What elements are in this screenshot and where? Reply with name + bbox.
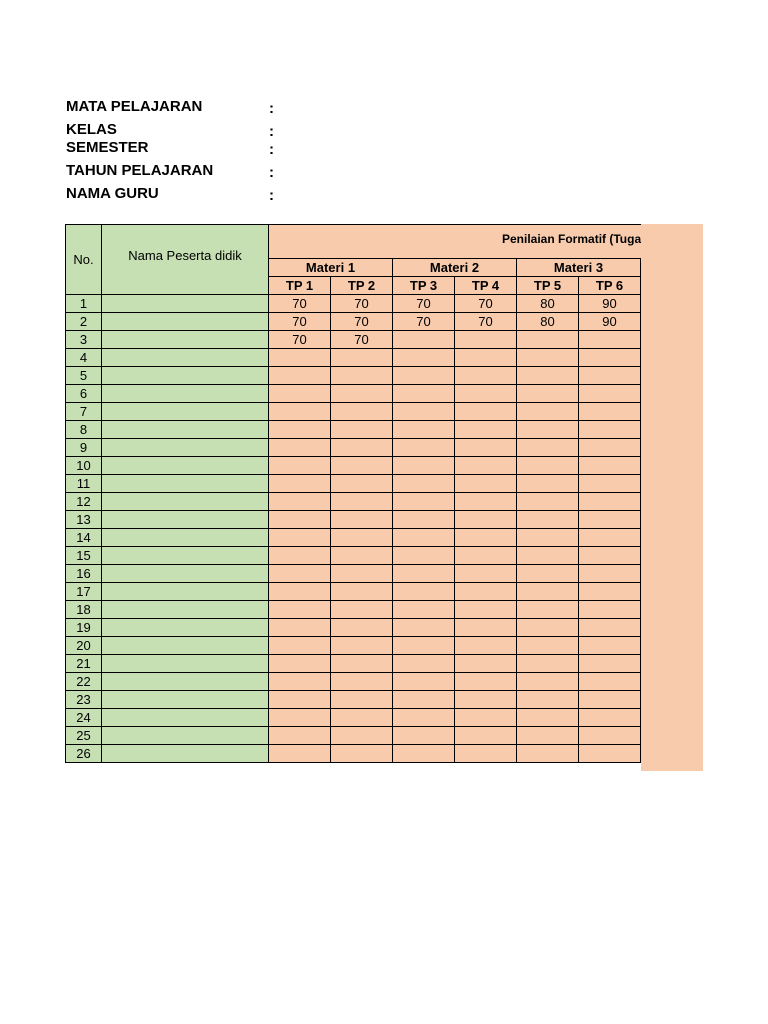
student-name-cell[interactable] [102,529,269,547]
table-row [66,601,641,619]
row-number: 8 [66,421,102,439]
score-cell-tp-5[interactable] [517,385,579,403]
student-name-cell[interactable] [102,475,269,493]
score-cell-tp-1[interactable] [269,601,331,619]
score-cell-tp-3[interactable] [393,727,455,745]
table-row [66,547,641,565]
student-name-cell[interactable] [102,637,269,655]
score-cell-tp-4[interactable] [455,709,517,727]
score-cell-tp-6[interactable] [579,583,641,601]
score-cell-tp-6[interactable] [579,655,641,673]
score-cell-tp-1[interactable] [269,691,331,709]
score-cell-tp-5[interactable]: 80 [517,295,579,313]
score-cell-tp-5[interactable] [517,457,579,475]
row-number: 19 [66,619,102,637]
student-name-cell[interactable] [102,367,269,385]
score-cell-tp-1[interactable] [269,511,331,529]
student-name-cell[interactable] [102,583,269,601]
score-cell-tp-4[interactable] [455,367,517,385]
header-tp-1: TP 1 [269,277,331,295]
score-cell-tp-4[interactable] [455,601,517,619]
score-cell-tp-2[interactable] [331,637,393,655]
table-row [66,529,641,547]
score-cell-tp-6[interactable]: 90 [579,313,641,331]
score-cell-tp-1[interactable] [269,565,331,583]
score-cell-tp-5[interactable] [517,583,579,601]
field-colon: : [269,141,274,158]
score-cell-tp-5[interactable] [517,367,579,385]
score-cell-tp-6[interactable] [579,709,641,727]
score-cell-tp-1[interactable]: 70 [269,331,331,349]
score-cell-tp-3[interactable] [393,511,455,529]
score-cell-tp-6[interactable] [579,385,641,403]
score-cell-tp-2[interactable] [331,493,393,511]
score-cell-tp-2[interactable] [331,745,393,763]
student-name-cell[interactable] [102,547,269,565]
score-cell-tp-6[interactable] [579,673,641,691]
score-cell-tp-3[interactable] [393,637,455,655]
score-cell-tp-4[interactable] [455,475,517,493]
score-cell-tp-3[interactable] [393,349,455,367]
score-cell-tp-2[interactable] [331,385,393,403]
student-name-cell[interactable] [102,745,269,763]
score-cell-tp-2[interactable] [331,619,393,637]
score-cell-tp-4[interactable] [455,565,517,583]
table-row [66,619,641,637]
table-row [66,421,641,439]
header-materi-1: Materi 1 [269,259,393,277]
student-name-cell[interactable] [102,655,269,673]
score-cell-tp-3[interactable]: 70 [393,313,455,331]
row-number: 24 [66,709,102,727]
field-label: MATA PELAJARAN [66,98,203,115]
score-cell-tp-3[interactable] [393,367,455,385]
score-cell-tp-3[interactable] [393,493,455,511]
score-cell-tp-5[interactable] [517,691,579,709]
score-cell-tp-4[interactable] [455,619,517,637]
score-cell-tp-2[interactable] [331,511,393,529]
field-colon: : [269,100,274,117]
student-name-cell[interactable] [102,727,269,745]
row-number: 22 [66,673,102,691]
row-number: 3 [66,331,102,349]
score-cell-tp-1[interactable]: 70 [269,295,331,313]
score-cell-tp-2[interactable] [331,709,393,727]
table-row [66,637,641,655]
row-number: 16 [66,565,102,583]
row-number: 13 [66,511,102,529]
score-cell-tp-1[interactable] [269,619,331,637]
score-cell-tp-4[interactable] [455,439,517,457]
header-no: No. [66,225,102,295]
table-row [66,385,641,403]
score-cell-tp-2[interactable] [331,367,393,385]
row-number: 21 [66,655,102,673]
student-name-cell[interactable] [102,457,269,475]
score-cell-tp-5[interactable] [517,439,579,457]
score-cell-tp-3[interactable] [393,385,455,403]
student-name-cell[interactable] [102,511,269,529]
table-row [66,583,641,601]
score-cell-tp-1[interactable] [269,547,331,565]
table-row [66,709,641,727]
row-number: 20 [66,637,102,655]
score-cell-tp-3[interactable] [393,547,455,565]
score-cell-tp-1[interactable] [269,745,331,763]
score-cell-tp-4[interactable]: 70 [455,295,517,313]
table-row [66,457,641,475]
score-cell-tp-4[interactable] [455,673,517,691]
header-nama-peserta: Nama Peserta didik [102,225,269,295]
score-cell-tp-3[interactable] [393,655,455,673]
score-cell-tp-2[interactable] [331,655,393,673]
row-number: 6 [66,385,102,403]
row-number: 5 [66,367,102,385]
student-name-cell[interactable] [102,313,269,331]
score-cell-tp-3[interactable]: 70 [393,295,455,313]
student-name-cell[interactable] [102,601,269,619]
score-cell-tp-4[interactable] [455,547,517,565]
penilaian-formatif-title: Penilaian Formatif (Tuga [502,232,641,246]
student-name-cell[interactable] [102,295,269,313]
score-cell-tp-4[interactable]: 70 [455,313,517,331]
score-cell-tp-3[interactable] [393,331,455,349]
header-tp-2: TP 2 [331,277,393,295]
score-cell-tp-6[interactable] [579,349,641,367]
score-cell-tp-6[interactable] [579,331,641,349]
score-cell-tp-5[interactable] [517,529,579,547]
score-cell-tp-2[interactable]: 70 [331,331,393,349]
field-colon: : [269,123,274,140]
score-cell-tp-4[interactable] [455,745,517,763]
score-cell-tp-2[interactable]: 70 [331,295,393,313]
score-cell-tp-6[interactable] [579,421,641,439]
row-number: 11 [66,475,102,493]
table-row [66,493,641,511]
table-row [66,367,641,385]
score-cell-tp-3[interactable] [393,619,455,637]
score-cell-tp-4[interactable] [455,583,517,601]
table-row [66,673,641,691]
score-cell-tp-4[interactable] [455,457,517,475]
score-cell-tp-3[interactable] [393,709,455,727]
header-tp-4: TP 4 [455,277,517,295]
score-cell-tp-2[interactable] [331,547,393,565]
grade-table [65,224,641,763]
student-name-cell[interactable] [102,691,269,709]
score-cell-tp-4[interactable] [455,403,517,421]
score-cell-tp-2[interactable] [331,475,393,493]
score-cell-tp-5[interactable] [517,745,579,763]
table-overflow-area [641,224,703,771]
score-cell-tp-1[interactable]: 70 [269,313,331,331]
score-cell-tp-1[interactable] [269,529,331,547]
score-cell-tp-5[interactable] [517,421,579,439]
score-cell-tp-2[interactable] [331,691,393,709]
score-cell-tp-1[interactable] [269,385,331,403]
score-cell-tp-5[interactable]: 80 [517,313,579,331]
student-name-cell[interactable] [102,619,269,637]
table-row [66,511,641,529]
score-cell-tp-5[interactable] [517,475,579,493]
table-row [66,565,641,583]
score-cell-tp-1[interactable] [269,421,331,439]
header-tp-6: TP 6 [579,277,641,295]
table-row [66,655,641,673]
header-materi-2: Materi 2 [393,259,517,277]
student-name-cell[interactable] [102,421,269,439]
score-cell-tp-6[interactable] [579,493,641,511]
row-number: 15 [66,547,102,565]
score-cell-tp-5[interactable] [517,565,579,583]
row-number: 4 [66,349,102,367]
header-materi-3: Materi 3 [517,259,641,277]
field-colon: : [269,164,274,181]
table-row [66,331,641,349]
row-number: 14 [66,529,102,547]
score-cell-tp-6[interactable] [579,601,641,619]
score-cell-tp-5[interactable] [517,655,579,673]
score-cell-tp-2[interactable] [331,403,393,421]
score-cell-tp-4[interactable] [455,493,517,511]
score-cell-tp-6[interactable]: 90 [579,295,641,313]
table-row [66,403,641,421]
header-tp-5: TP 5 [517,277,579,295]
score-cell-tp-3[interactable] [393,583,455,601]
table-row [66,691,641,709]
score-cell-tp-2[interactable] [331,565,393,583]
score-cell-tp-4[interactable] [455,529,517,547]
score-cell-tp-4[interactable] [455,727,517,745]
score-cell-tp-3[interactable] [393,403,455,421]
field-label: KELAS [66,121,117,138]
field-label: NAMA GURU [66,185,159,202]
table-row [66,349,641,367]
score-cell-tp-6[interactable] [579,565,641,583]
score-cell-tp-6[interactable] [579,511,641,529]
score-cell-tp-1[interactable] [269,349,331,367]
score-cell-tp-3[interactable] [393,475,455,493]
student-name-cell[interactable] [102,565,269,583]
score-cell-tp-4[interactable] [455,385,517,403]
score-cell-tp-3[interactable] [393,457,455,475]
score-cell-tp-3[interactable] [393,529,455,547]
student-name-cell[interactable] [102,493,269,511]
row-number: 7 [66,403,102,421]
score-cell-tp-3[interactable] [393,565,455,583]
table-row [66,439,641,457]
score-cell-tp-5[interactable] [517,493,579,511]
student-name-cell[interactable] [102,439,269,457]
score-cell-tp-6[interactable] [579,691,641,709]
table-row [66,745,641,763]
table-row [66,475,641,493]
score-cell-tp-5[interactable] [517,331,579,349]
score-cell-tp-3[interactable] [393,439,455,457]
student-name-cell[interactable] [102,403,269,421]
table-row [66,295,641,313]
row-number: 25 [66,727,102,745]
score-cell-tp-5[interactable] [517,547,579,565]
row-number: 18 [66,601,102,619]
score-cell-tp-2[interactable] [331,439,393,457]
score-cell-tp-2[interactable] [331,349,393,367]
student-name-cell[interactable] [102,331,269,349]
score-cell-tp-6[interactable] [579,475,641,493]
score-cell-tp-3[interactable] [393,421,455,439]
score-cell-tp-5[interactable] [517,601,579,619]
header-tp-3: TP 3 [393,277,455,295]
score-cell-tp-1[interactable] [269,475,331,493]
student-name-cell[interactable] [102,349,269,367]
student-name-cell[interactable] [102,673,269,691]
student-name-cell[interactable] [102,709,269,727]
score-cell-tp-1[interactable] [269,583,331,601]
row-number: 1 [66,295,102,313]
score-cell-tp-6[interactable] [579,619,641,637]
score-cell-tp-4[interactable] [455,421,517,439]
score-cell-tp-5[interactable] [517,637,579,655]
score-cell-tp-2[interactable] [331,529,393,547]
score-cell-tp-4[interactable] [455,349,517,367]
score-cell-tp-6[interactable] [579,439,641,457]
score-cell-tp-1[interactable] [269,655,331,673]
score-cell-tp-1[interactable] [269,493,331,511]
score-cell-tp-5[interactable] [517,709,579,727]
score-cell-tp-6[interactable] [579,637,641,655]
score-cell-tp-4[interactable] [455,511,517,529]
score-cell-tp-6[interactable] [579,457,641,475]
score-cell-tp-5[interactable] [517,619,579,637]
score-cell-tp-6[interactable] [579,403,641,421]
table-row [66,313,641,331]
score-cell-tp-1[interactable] [269,709,331,727]
row-number: 10 [66,457,102,475]
score-cell-tp-5[interactable] [517,727,579,745]
score-cell-tp-3[interactable] [393,691,455,709]
score-cell-tp-1[interactable] [269,367,331,385]
table-row [66,727,641,745]
row-number: 26 [66,745,102,763]
row-number: 23 [66,691,102,709]
row-number: 9 [66,439,102,457]
score-cell-tp-2[interactable] [331,673,393,691]
score-cell-tp-6[interactable] [579,367,641,385]
score-cell-tp-3[interactable] [393,601,455,619]
score-cell-tp-1[interactable] [269,673,331,691]
field-colon: : [269,187,274,204]
field-label: TAHUN PELAJARAN [66,162,214,179]
score-cell-tp-6[interactable] [579,727,641,745]
score-cell-tp-5[interactable] [517,673,579,691]
score-cell-tp-1[interactable] [269,637,331,655]
student-name-cell[interactable] [102,385,269,403]
score-cell-tp-4[interactable] [455,691,517,709]
score-cell-tp-2[interactable] [331,583,393,601]
score-cell-tp-1[interactable] [269,403,331,421]
score-cell-tp-3[interactable] [393,745,455,763]
score-cell-tp-5[interactable] [517,403,579,421]
score-cell-tp-1[interactable] [269,457,331,475]
score-cell-tp-2[interactable] [331,457,393,475]
score-cell-tp-2[interactable] [331,601,393,619]
field-label: SEMESTER [66,139,149,156]
score-cell-tp-2[interactable]: 70 [331,313,393,331]
score-cell-tp-2[interactable] [331,727,393,745]
score-cell-tp-4[interactable] [455,637,517,655]
score-cell-tp-6[interactable] [579,547,641,565]
row-number: 17 [66,583,102,601]
score-cell-tp-5[interactable] [517,511,579,529]
row-number: 12 [66,493,102,511]
row-number: 2 [66,313,102,331]
score-cell-tp-1[interactable] [269,439,331,457]
score-cell-tp-6[interactable] [579,529,641,547]
score-cell-tp-1[interactable] [269,727,331,745]
score-cell-tp-4[interactable] [455,655,517,673]
score-cell-tp-3[interactable] [393,673,455,691]
score-cell-tp-5[interactable] [517,349,579,367]
group-title-clip [268,224,641,256]
score-cell-tp-6[interactable] [579,745,641,763]
score-cell-tp-2[interactable] [331,421,393,439]
score-cell-tp-4[interactable] [455,331,517,349]
